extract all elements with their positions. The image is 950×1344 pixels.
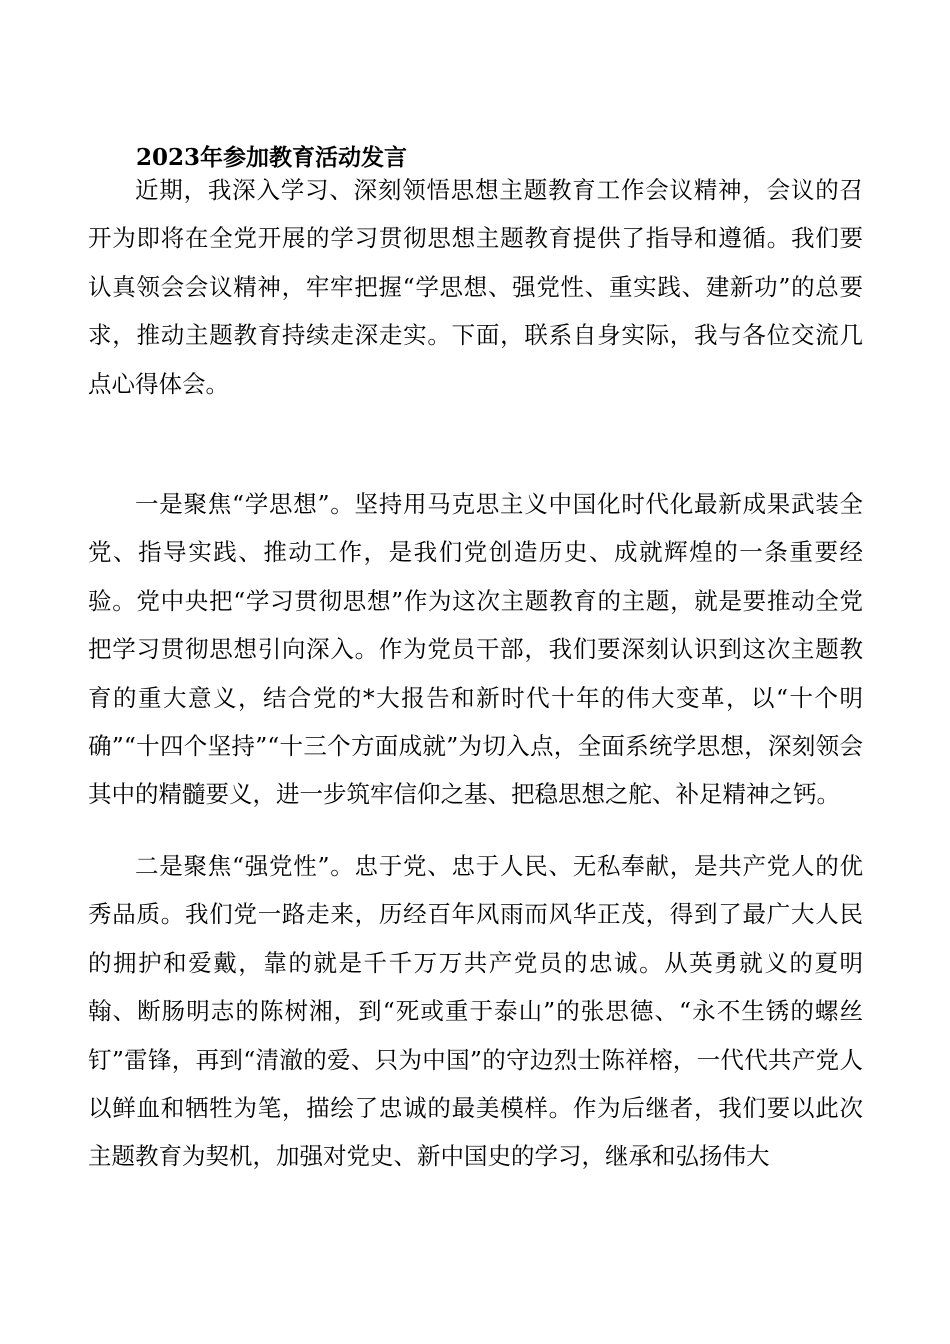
paragraph-intro: 近期，我深入学习、深刻领悟思想主题教育工作会议精神，会议的召开为即将在全党开展的学习贯彻思想主题教育提供了指导和遵循。我们要认真领会会议精神，牢牢把握“学思想、强党性、重实践、建新功”的总要求，推动主题教育持续走深走实。下面，联系自身实际，我与各位交流几点心得体会。 — [88, 176, 863, 398]
paragraph-study-thought: 一是聚焦“学思想”。坚持用马克思主义中国化时代化最新成果武装全党、指导实践、推动工作，是我们党创造历史、成就辉煌的一条重要经验。党中央把“学习贯彻思想”作为这次主题教育的主题，就是要推动全党把学习贯彻思想引向深入。作为党员干部，我们要深刻认识到这次主题教育的重大意义，结合党的*大报告和新时代十年的伟大变革，以“十个明确”“十四个坚持”“十三个方面成就”为切入点，全面系统学思想，深刻领会其中的精髓要义，进一步筑牢信仰之基、把稳思想之舵、补足精神之钙。 — [88, 490, 863, 809]
paragraph-strengthen-party: 二是聚焦“强党性”。忠于党、忠于人民、无私奉献，是共产党人的优秀品质。我们党一路走来，历经百年风雨而风华正茂，得到了最广大人民的拥护和爱戴，靠的就是千千万万共产党员的忠诚。从英勇就义的夏明翰、断肠明志的陈树湘，到“死或重于泰山”的张思德、“永不生锈的螺丝钉”雷锋，再到“清澈的爱、只为中国”的守边烈士陈祥榕，一代代共产党人以鲜血和牺牲为笔，描绘了忠诚的最美模样。作为后继者，我们要以此次主题教育为契机，加强对党史、新中国史的学习，继承和弘扬伟大 — [88, 852, 863, 1171]
document-title: 2023年参加教育活动发言 — [136, 144, 408, 171]
